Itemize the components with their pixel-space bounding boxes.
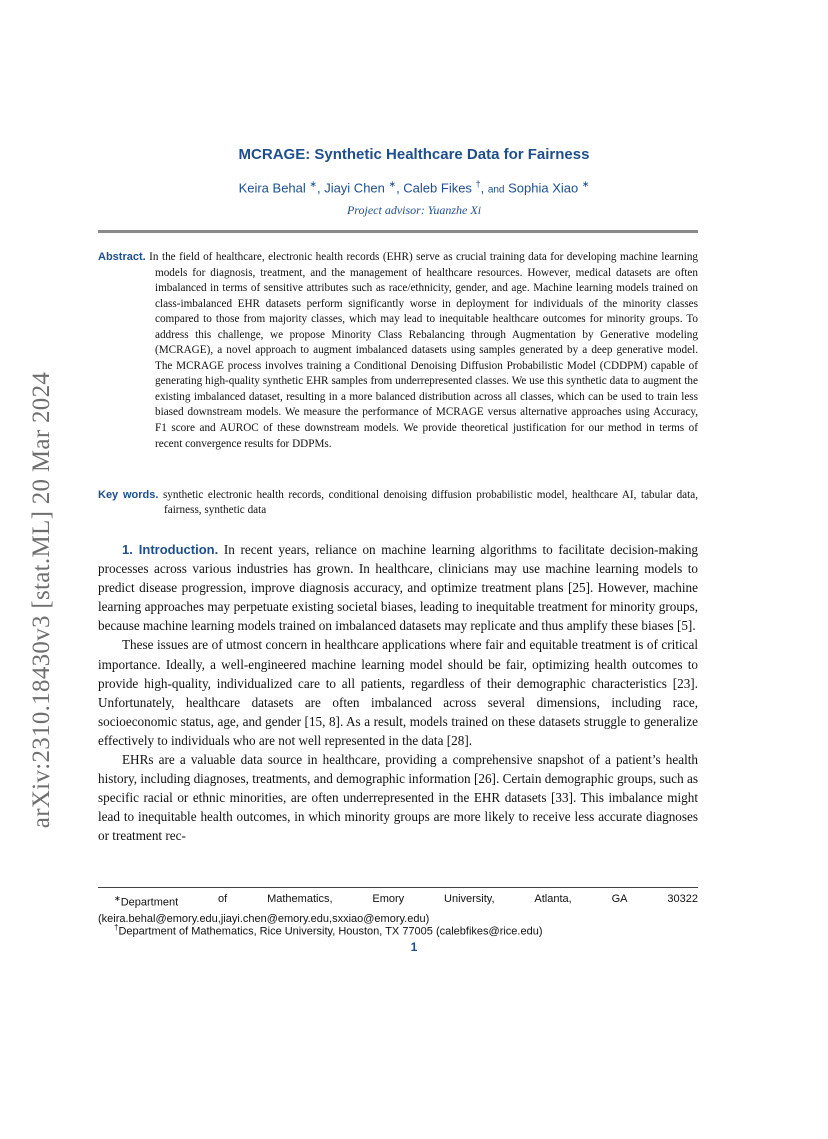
abstract-label: Abstract. [98, 251, 146, 263]
footnote-word-text: Department [120, 896, 179, 909]
footnote-word: GA [611, 893, 628, 905]
arxiv-identifier [12, 340, 72, 860]
footnote-word: of [218, 893, 228, 905]
footnote-word: University, [444, 893, 495, 905]
footnote-text: Department of Mathematics, Rice University, Houston, TX 77005 (calebfikes@rice.edu) [118, 925, 543, 938]
footnote-emails: (keira.behal@emory.edu,jiayi.chen@emory.edu,sxxiao@emory.edu) [98, 912, 430, 925]
author-affiliation-mark: ∗ [388, 179, 397, 189]
author-affiliation-mark: ∗ [581, 179, 590, 189]
footnote-rice [98, 920, 698, 940]
body-paragraph [98, 540, 698, 635]
author-affiliation-mark: ∗ [309, 179, 317, 189]
arxiv-identifier-text: arXiv:2310.18430v3 [stat.ML] 20 Mar 2024 [28, 371, 56, 829]
author-name: Keira Behal [238, 180, 306, 196]
author-affiliation-mark: † [475, 179, 481, 189]
abstract-text: In the field of healthcare, electronic health records (EHR) serve as crucial training data for developing machine learning models for diagnosis, treatment, and the management of healthcare resources. However, medical datasets are often imbalanced in terms of sensitive attributes such as race/ethnicity, gender, and age. Machine learning models trained on class-imbalanced EHR datasets perform significantly worse in deployment for individuals of the minority classes compared to those from majority classes, which may lead to inequitable healthcare outcomes for minority groups. To address this challenge, we propose Minority Class Rebalancing through Augmentation by Generative modeling (MCRAGE), a novel approach to augment imbalanced datasets using samples generated by a deep generative model. The MCRAGE process involves training a Conditional Denoising Diffusion Probabilistic Model (CDDPM) capable of generating high-quality synthetic EHR samples from underrepresented classes. We use this synthetic data to augment the existing imbalanced dataset, resulting in a more balanced distribution across all classes, which can be used to train less biased downstream models. We measure the performance of MCRAGE versus alternative approaches using Accuracy, F1 score and AUROC of these downstream models. We provide theoretical justification for our method in terms of recent convergence results for DDPMs. [149, 251, 699, 450]
footnote-divider [98, 887, 698, 888]
author-separator: , [480, 180, 488, 196]
author-list [0, 179, 828, 195]
footnote-word [114, 891, 178, 911]
author-name: Sophia Xiao [508, 180, 579, 196]
footnote-word: Atlanta, [534, 893, 572, 905]
footnote-mark: † [114, 923, 119, 932]
title-divider [98, 230, 698, 233]
footnote-word: Emory [372, 893, 405, 905]
footnote-mark: ∗ [114, 894, 121, 903]
project-advisor: Project advisor: Yuanzhe Xi [346, 203, 482, 217]
author-and: and [487, 184, 505, 196]
page-number: 1 [410, 940, 418, 954]
author-name: Caleb Fikes [403, 180, 472, 196]
keywords-label: Key words. [98, 489, 159, 501]
footnote-word: Mathematics, [267, 893, 333, 905]
author-name: Jiayi Chen [324, 180, 385, 196]
paragraph-text: In recent years, reliance on machine learning algorithms to facilitate decision-making processes across various industries has grown. In healthcare, clinicians may use machine learning models to predict disease progression, improve diagnosis accuracy, and optimize treatment plans [25]. However, machine learning approaches may perpetuate existing societal biases, leading to inequitable treatment for minority groups, because machine learning models trained on imbalanced datasets may replicate and thus amplify these biases [5]. [98, 542, 699, 634]
footnote-affiliation-line [98, 891, 698, 911]
author-separator: , [396, 180, 404, 196]
keywords [98, 488, 698, 518]
author-separator: , [316, 180, 325, 196]
section-heading: 1. Introduction. [122, 542, 219, 557]
paper-title: MCRAGE: Synthetic Healthcare Data for Fairness [238, 146, 590, 163]
body-paragraph: EHRs are a valuable data source in healthcare, providing a comprehensive snapshot of a patient’s health history, including diagnoses, treatments, and demographic information [26]. Certain demographic groups, such as specific racial or ethnic minorities, are often underrepresented in the EHR datasets [33]. This imbalance might lead to inequitable health outcomes, in which minority groups are more likely to receive less accurate diagnoses or treatment rec- [98, 752, 698, 844]
footnote-word: 30322 [667, 893, 698, 905]
keywords-text: synthetic electronic health records, conditional denoising diffusion probabilistic model, healthcare AI, tabular data, fairness, synthetic data [162, 489, 698, 516]
introduction-section [98, 540, 698, 846]
body-paragraph: These issues are of utmost concern in healthcare applications where fair and equitable treatment is of critical importance. Ideally, a well-engineered machine learning model should be fair, optimizing health outcomes to provide high-quality, individualized care to all patients, regardless of their demographic characteristics [23]. Unfortunately, healthcare datasets are often imbalanced across several dimensions, including race, socioeconomic status, age, and gender [15, 8]. As a result, models trained on these datasets struggle to generalize effectively to individuals who are not well represented in the data [28]. [98, 637, 698, 748]
abstract [98, 250, 698, 452]
